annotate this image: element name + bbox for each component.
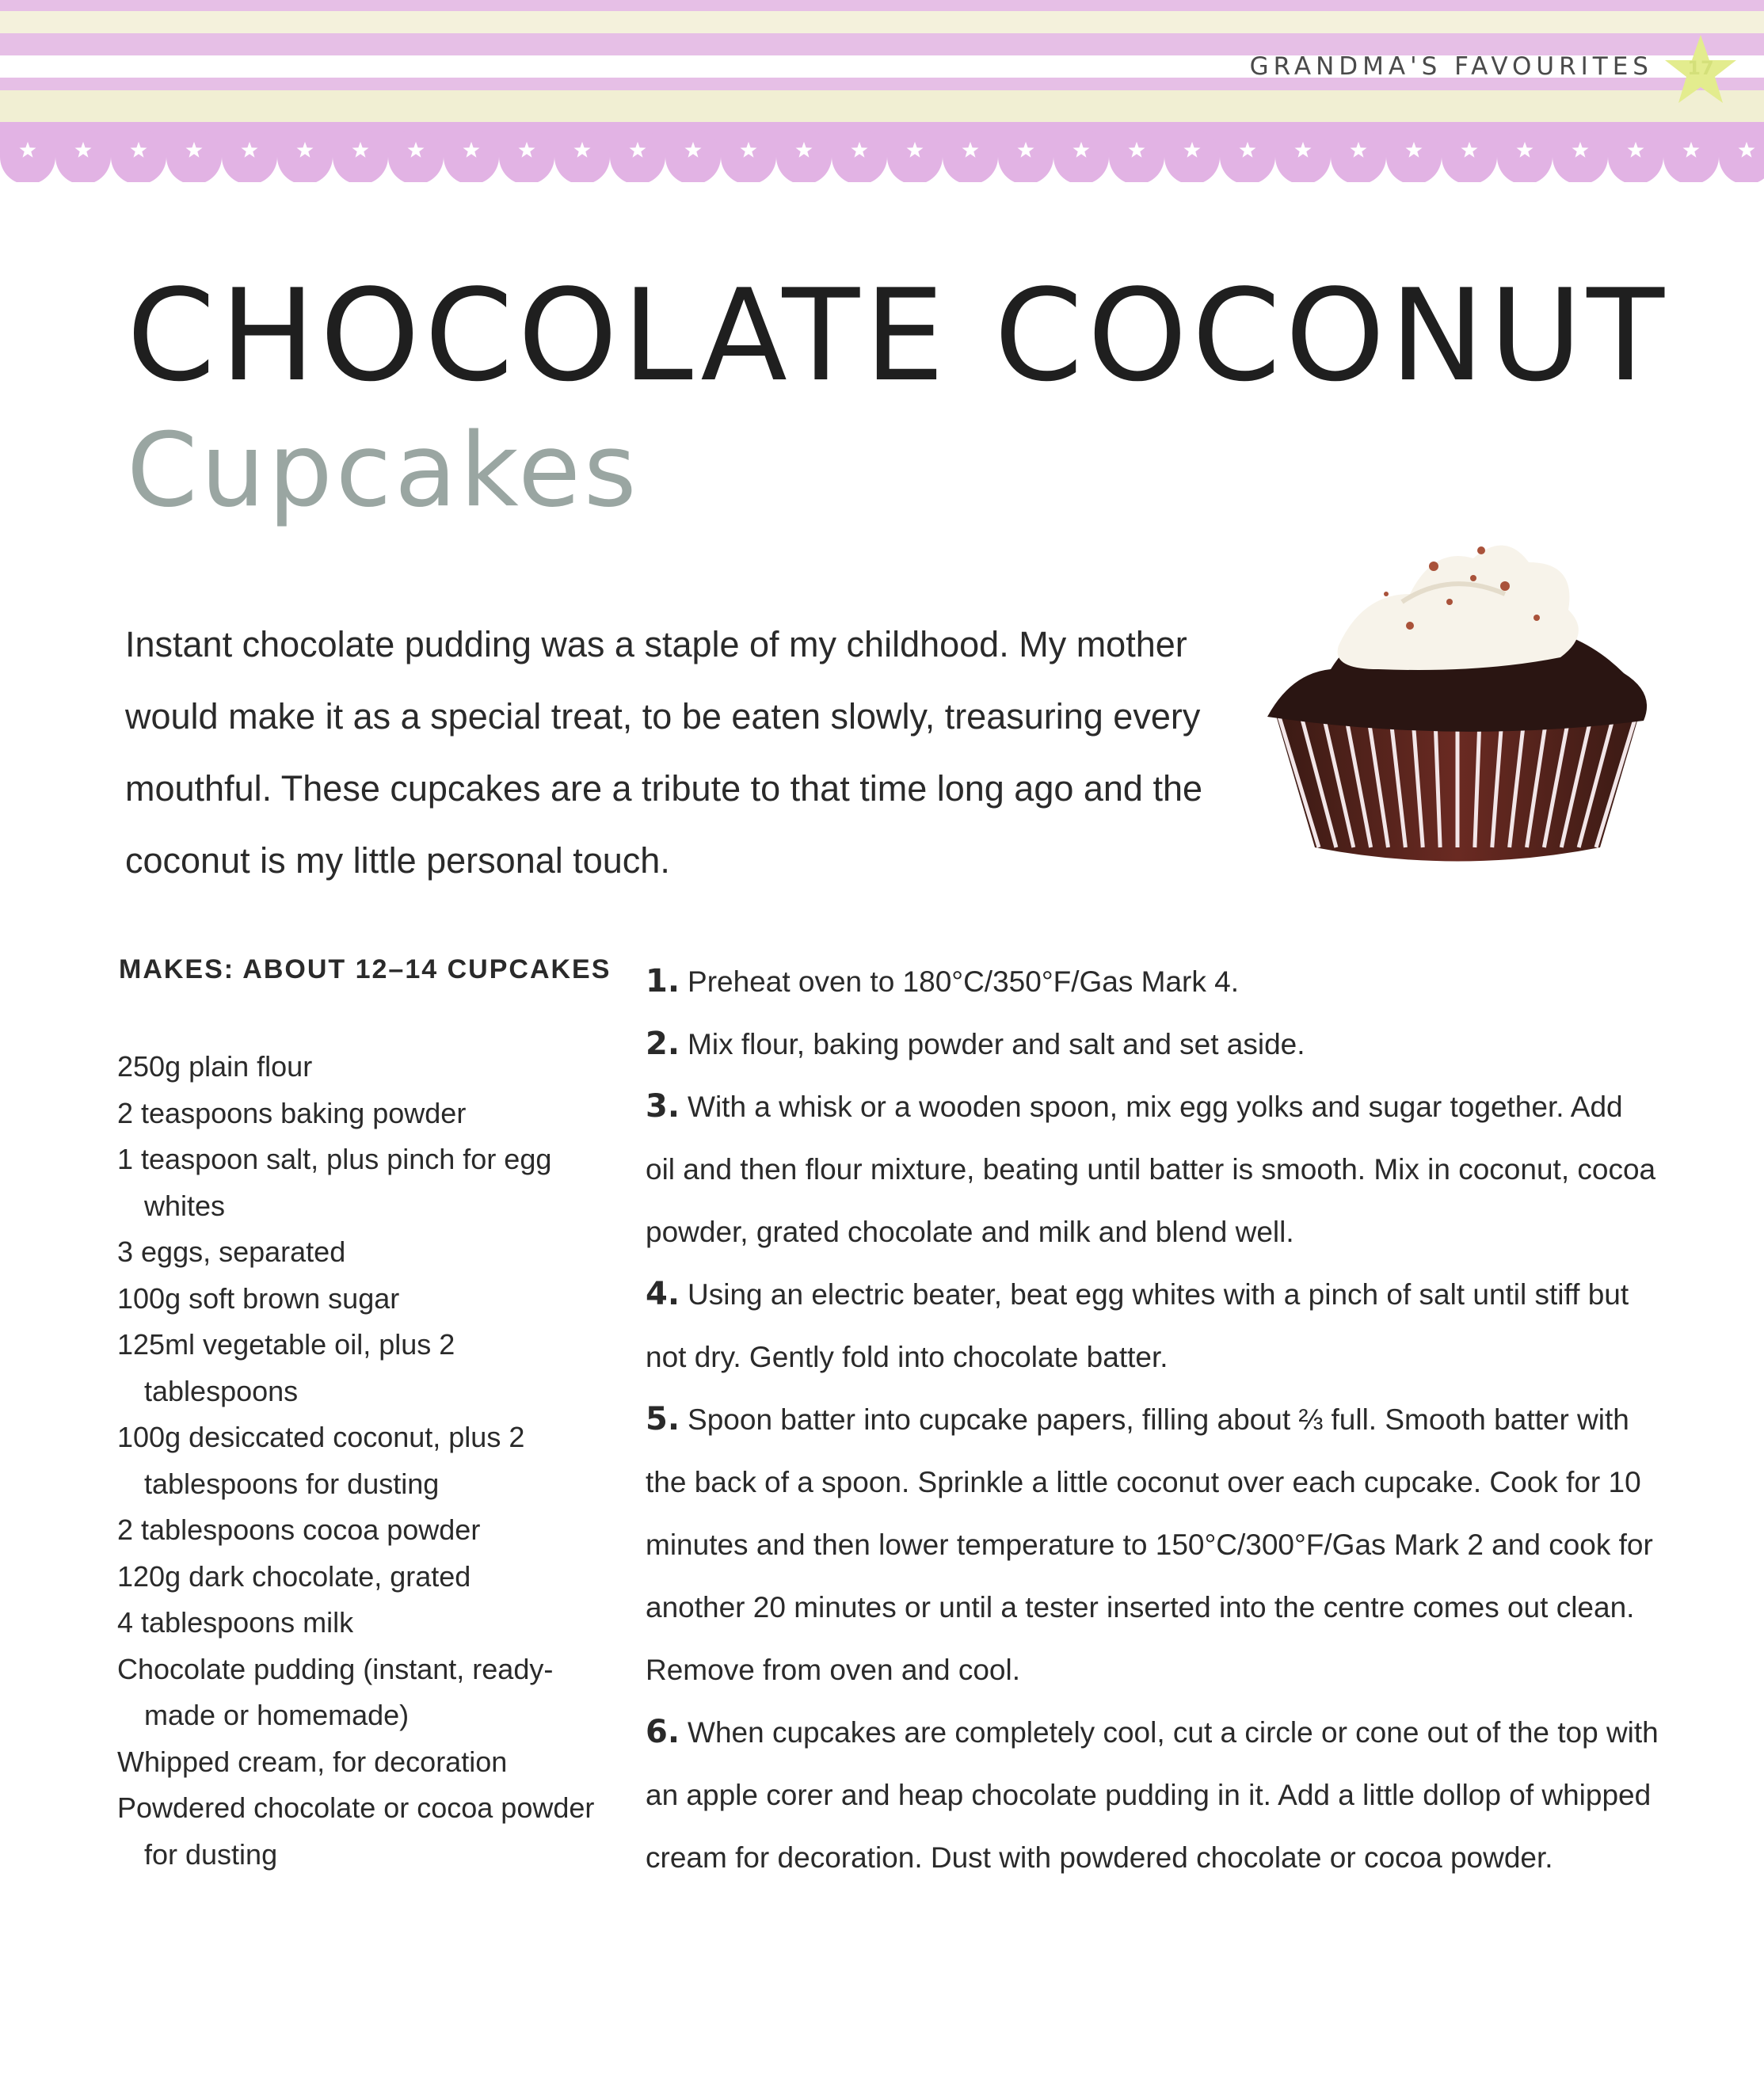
scallop [665,129,721,182]
scallop [1331,129,1386,182]
scallop [1608,129,1663,182]
header-band [0,0,1764,182]
scallop [1497,129,1553,182]
step-number: 2. [646,1026,680,1062]
recipe-title: CHOCOLATE COCONUT [127,261,1669,409]
scallop [55,129,111,182]
scallop [887,129,943,182]
step-number: 6. [646,1714,680,1750]
scallop [1164,129,1220,182]
step-number: 1. [646,963,680,999]
decorative-stripe-band [0,0,1764,182]
scallop [1053,129,1109,182]
yield-heading: MAKES: ABOUT 12–14 CUPCAKES [119,954,611,984]
recipe-subtitle: Cupcakes [127,412,640,530]
ingredient-item: 100g desiccated coconut, plus 2 tablespoons for dusting [117,1421,525,1500]
ingredient-item: 100g soft brown sugar [117,1281,400,1315]
step-text: Preheat oven to 180°C/350°F/Gas Mark 4. [688,965,1239,998]
scallop [998,129,1053,182]
scallop [832,129,887,182]
scallop [1220,129,1275,182]
scallop [333,129,388,182]
method-step [646,1013,1659,1075]
section-label: GRANDMA'S FAVOURITES [1249,52,1653,81]
method-step [646,1075,1659,1263]
ingredient-list [117,1044,608,1878]
step-text: When cupcakes are completely cool, cut a circle or cone out of the top with an apple corer and heap chocolate pudding in it. Add a little dollop of whipped cream for decoration. Dust with powdered chocolate or cocoa powder. [646,1716,1659,1874]
scallop [943,129,998,182]
ingredient-item: 250g plain flour [117,1050,313,1083]
ingredient-item: Whipped cream, for decoration [117,1745,508,1778]
page-number: 17 [1687,57,1714,79]
method-step [646,1701,1659,1889]
step-text: With a whisk or a wooden spoon, mix egg yolks and sugar together. Add oil and then flour mixture, beating until batter is smooth. Mix in coconut, cocoa powder, grated chocolate and milk and blend well. [646,1091,1656,1248]
cupcake-image [1244,475,1671,887]
scallop [554,129,610,182]
scallop [1663,129,1719,182]
scallop [1442,129,1497,182]
ingredient-item: 3 eggs, separated [117,1235,346,1268]
ingredient-item: 2 teaspoons baking powder [117,1096,467,1129]
step-number: 3. [646,1088,680,1125]
recipe-intro: Instant chocolate pudding was a staple of my childhood. My mother would make it as a special treat, to be eaten slowly, treasuring every mouthful. These cupcakes are a tribute to that time long ago and the coconut is my little personal touch. [125,624,1203,881]
scallop [222,129,277,182]
scallop [111,129,166,182]
method-steps [646,950,1659,1889]
scallop [1553,129,1608,182]
scallop [499,129,554,182]
scallop [610,129,665,182]
ingredient-item: 120g dark chocolate, grated [117,1559,471,1593]
method-step [646,1388,1659,1701]
ingredient-item: 2 tablespoons cocoa powder [117,1513,481,1546]
step-text: Spoon batter into cupcake papers, filling about ⅔ full. Smooth batter with the back of a spoon. Sprinkle a little coconut over each cupcake. Cook for 10 minutes and then lower temperature to 150°C/300°F/Gas Mark 2 and cook for another 20 minutes or until a tester inserted into the centre comes out clean. Remove from oven and cool. [646,1403,1653,1686]
ingredient-item: Powdered chocolate or cocoa powder for dusting [117,1791,595,1871]
scallop [1386,129,1442,182]
scallop [388,129,444,182]
scallop [721,129,776,182]
scallop [776,129,832,182]
scallop [0,129,55,182]
scallop [166,129,222,182]
ingredient-item: 125ml vegetable oil, plus 2 tablespoons [117,1328,455,1407]
scallop [1275,129,1331,182]
scallop [1109,129,1164,182]
scallop [444,129,499,182]
step-number: 5. [646,1401,680,1437]
ingredient-item: Chocolate pudding (instant, ready-made or homemade) [117,1652,554,1731]
method-step [646,950,1659,1013]
scallop [277,129,333,182]
ingredient-item: 4 tablespoons milk [117,1606,354,1639]
method-step [646,1263,1659,1388]
step-text: Using an electric beater, beat egg whites with a pinch of salt until stiff but not dry. Gently fold into chocolate batter. [646,1278,1629,1373]
step-text: Mix flour, baking powder and salt and set aside. [688,1028,1305,1060]
step-number: 4. [646,1276,680,1312]
ingredient-item: 1 teaspoon salt, plus pinch for egg whites [117,1143,552,1222]
